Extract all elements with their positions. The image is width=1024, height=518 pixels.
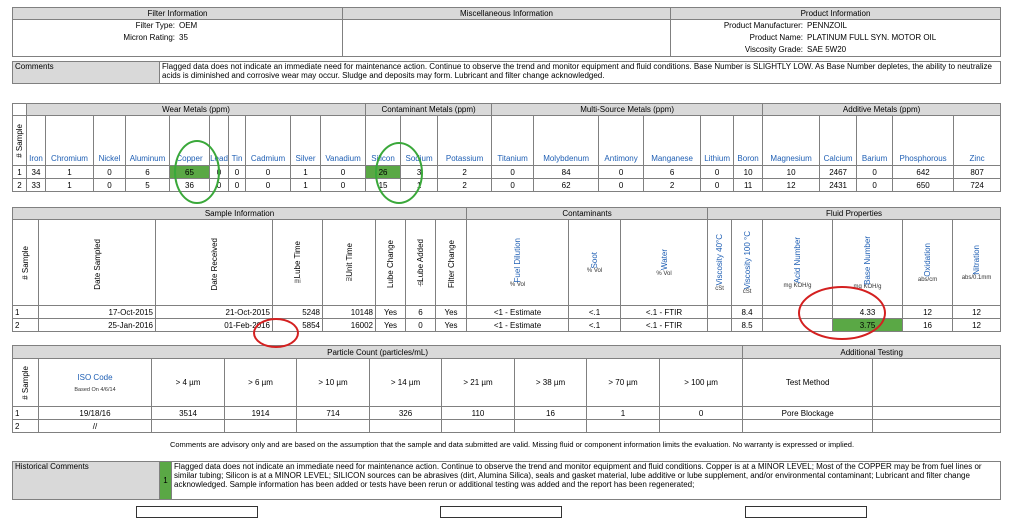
metal-col-boron: Boron xyxy=(734,116,763,166)
metals-corner xyxy=(13,104,27,116)
fuel-dilution-header: Fuel Dilution % Vol xyxy=(467,220,569,306)
metal-cell-silver: 1 xyxy=(291,166,321,179)
particle-size-header: > 21 µm xyxy=(442,359,515,407)
sample-cell-soot: <.1 xyxy=(569,319,621,332)
contaminants-header: Contaminants xyxy=(467,208,708,220)
particle-size-header: > 70 µm xyxy=(587,359,660,407)
metal-cell-calcium: 2431 xyxy=(820,179,857,192)
metal-col-zinc: Zinc xyxy=(954,116,1001,166)
metal-cell-phosphorous: 650 xyxy=(893,179,954,192)
metal-cell-iron: 34 xyxy=(27,166,46,179)
metal-col-silicon: Silicon xyxy=(366,116,401,166)
particle-size-header: > 38 µm xyxy=(515,359,587,407)
top-info-table xyxy=(12,7,1001,57)
metals-table xyxy=(12,103,1001,192)
sample-cell-filter-change: Yes xyxy=(436,306,467,319)
metal-cell-cadmium: 0 xyxy=(246,179,291,192)
sample-cell-lube-time: 5854 xyxy=(273,319,323,332)
metal-cell-silicon: 15 xyxy=(366,179,401,192)
particle-cell: 1 xyxy=(13,407,39,420)
metal-col-nickel: Nickel xyxy=(94,116,126,166)
fluid-properties-header: Fluid Properties xyxy=(708,208,1001,220)
metal-cell-lithium: 0 xyxy=(701,179,734,192)
particle-cell xyxy=(225,420,297,433)
metal-cell-boron: 11 xyxy=(734,179,763,192)
metal-cell-tin: 0 xyxy=(229,179,246,192)
nitration-header: Nitration abs/0.1mm xyxy=(953,220,1001,306)
metal-cell-chromium: 1 xyxy=(46,166,94,179)
metals-sample-header: # Sample xyxy=(13,116,27,166)
particle-table xyxy=(12,345,1001,433)
oxidation-header: Oxidation abs/cm xyxy=(903,220,953,306)
particle-sample-header: # Sample xyxy=(13,359,39,407)
particle-size-header: > 6 µm xyxy=(225,359,297,407)
sample-cell-received: 01-Feb-2016 xyxy=(156,319,273,332)
particle-cell-blank xyxy=(873,420,1001,433)
metal-col-silver: Silver xyxy=(291,116,321,166)
particle-cell: 326 xyxy=(370,407,442,420)
metal-cell-magnesium: 12 xyxy=(763,179,820,192)
metal-col-lead: Lead xyxy=(210,116,229,166)
metal-cell-sodium: 3 xyxy=(401,166,438,179)
sample-cell-fuel: <1 - Estimate xyxy=(467,306,569,319)
footer-box-mid xyxy=(440,506,562,518)
metal-cell-titanium: 0 xyxy=(492,179,534,192)
lube-added-header: Lube Added qt xyxy=(406,220,436,306)
sample-cell-oxidation: 16 xyxy=(903,319,953,332)
metal-cell-sample: 1 xyxy=(13,166,27,179)
metal-cell-magnesium: 10 xyxy=(763,166,820,179)
iso-code-header: ISO Code Based On 4/6/14 xyxy=(39,359,152,407)
sample-cell-water: <.1 - FTIR xyxy=(621,319,708,332)
historical-table xyxy=(12,461,1001,500)
metal-cell-manganese: 6 xyxy=(644,166,701,179)
metal-cell-molybdenum: 62 xyxy=(534,179,599,192)
particle-count-header: Particle Count (particles/mL) xyxy=(13,346,743,359)
metal-col-molybdenum: Molybdenum xyxy=(534,116,599,166)
sample-cell-lube-change: Yes xyxy=(376,306,406,319)
sample-cell-unit-time: 16002 xyxy=(323,319,376,332)
metal-cell-calcium: 2467 xyxy=(820,166,857,179)
sample-cell-base: 3.75 xyxy=(833,319,903,332)
filter-info-header: Filter Information xyxy=(13,8,343,20)
viscosity-grade-label: Viscosity Grade: xyxy=(744,45,803,54)
metal-cell-potassium: 2 xyxy=(438,179,492,192)
misc-info-cell xyxy=(343,20,671,57)
metal-cell-boron: 10 xyxy=(734,166,763,179)
comments-label: Comments xyxy=(13,62,160,84)
sample-cell-visc40 xyxy=(708,306,732,319)
metal-cell-sample: 2 xyxy=(13,179,27,192)
water-header: Water % Vol xyxy=(621,220,708,306)
micron-rating-label: Micron Rating: xyxy=(123,33,175,42)
manufacturer-label: Product Manufacturer: xyxy=(723,21,803,30)
sample-cell-soot: <.1 xyxy=(569,306,621,319)
viscosity-grade-value: SAE 5W20 xyxy=(807,45,847,54)
particle-cell xyxy=(152,420,225,433)
metal-cell-vanadium: 0 xyxy=(321,179,366,192)
sample-info-header: Sample Information xyxy=(13,208,467,220)
misc-info-header: Miscellaneous Information xyxy=(343,8,671,20)
sample-cell-received: 21-Oct-2015 xyxy=(156,306,273,319)
metal-cell-antimony: 0 xyxy=(599,179,644,192)
acid-number-header: Acid Number mg KOH/g xyxy=(763,220,833,306)
particle-cell: 714 xyxy=(297,407,370,420)
lube-time-header: Lube Time mi xyxy=(273,220,323,306)
metal-cell-molybdenum: 84 xyxy=(534,166,599,179)
metals-row xyxy=(13,179,1001,192)
comments-text: Flagged data does not indicate an immediate need for maintenance action. Continue to observe the trend and monitor equipment and fluid conditions. Base Number is SLIGHTLY LOW. As Base Number depletes, the ability to neutralize acids is diminished and corrosive wear may occur. Sludge and deposits may form. Lubricant and filter change acknowledged. xyxy=(160,62,1001,84)
product-name-label: Product Name: xyxy=(749,33,803,42)
sample-cell-water: <.1 - FTIR xyxy=(621,306,708,319)
sample-cell-oxidation: 12 xyxy=(903,306,953,319)
date-received-header: Date Received xyxy=(156,220,273,306)
test-method-header: Test Method xyxy=(743,359,873,407)
particle-cell: 16 xyxy=(515,407,587,420)
particle-cell: 19/18/16 xyxy=(39,407,152,420)
particle-cell: 110 xyxy=(442,407,515,420)
metal-cell-copper: 36 xyxy=(170,179,210,192)
sample-cell-filter-change: Yes xyxy=(436,319,467,332)
metal-cell-sodium: 1 xyxy=(401,179,438,192)
metal-cell-nickel: 0 xyxy=(94,179,126,192)
filter-change-header: Filter Change xyxy=(436,220,467,306)
metal-cell-titanium: 0 xyxy=(492,166,534,179)
sample-cell-n: 1 xyxy=(13,306,39,319)
particle-cell xyxy=(370,420,442,433)
disclaimer-text: Comments are advisory only and are based on the assumption that the sample and data submitted are valid. Missing fluid or component information limits the evaluation. No warranty is expressed or implied. xyxy=(169,440,855,449)
particle-size-header: > 14 µm xyxy=(370,359,442,407)
particle-cell-blank xyxy=(873,407,1001,420)
particle-cell xyxy=(743,420,873,433)
micron-rating-value: 35 xyxy=(179,33,188,42)
metals-row xyxy=(13,166,1001,179)
lube-change-header: Lube Change xyxy=(376,220,406,306)
sample-cell-base: 4.33 xyxy=(833,306,903,319)
particle-cell xyxy=(297,420,370,433)
metal-col-titanium: Titanium xyxy=(492,116,534,166)
metal-col-magnesium: Magnesium xyxy=(763,116,820,166)
particle-cell: Pore Blockage xyxy=(743,407,873,420)
metal-cell-aluminum: 6 xyxy=(126,166,170,179)
metal-cell-cadmium: 0 xyxy=(246,166,291,179)
historical-index: 1 xyxy=(160,462,172,500)
metal-col-chromium: Chromium xyxy=(46,116,94,166)
particle-cell: 0 xyxy=(660,407,743,420)
metal-col-cadmium: Cadmium xyxy=(246,116,291,166)
metal-cell-antimony: 0 xyxy=(599,166,644,179)
comments-table xyxy=(12,61,1001,84)
sample-cell-lube-change: Yes xyxy=(376,319,406,332)
particle-size-header: > 4 µm xyxy=(152,359,225,407)
sample-cell-visc40 xyxy=(708,319,732,332)
particle-cell: 2 xyxy=(13,420,39,433)
wear-metals-header: Wear Metals (ppm) xyxy=(27,104,366,116)
particle-size-header: > 100 µm xyxy=(660,359,743,407)
metal-col-phosphorous: Phosphorous xyxy=(893,116,954,166)
manufacturer-value: PENNZOIL xyxy=(807,21,848,30)
historical-comments-text: Flagged data does not indicate an immediate need for maintenance action. Continue to observe the trend and monitor equipment and fluid conditions. Copper is at a MINOR LEVEL; Most of the COPPER may be from fuel lines or similar tubing; Silicon is at a MINOR LEVEL; SILICON sources can be abrasives (dirt, Alumina Silica), seals and gasket material, lube additive or lube supplement, and/or environmental contaminant; Lubricant and filter change acknowledged. Sample information has been added or tests have been rerun or additional testing was added and the report has been regenerated; xyxy=(172,462,1001,500)
sample-row xyxy=(13,319,1001,332)
metal-col-copper: Copper xyxy=(170,116,210,166)
sample-cell-lube-added: 0 xyxy=(406,319,436,332)
particle-size-header: > 10 µm xyxy=(297,359,370,407)
sample-cell-fuel: <1 - Estimate xyxy=(467,319,569,332)
viscosity-40-header: Viscosity 40°C cSt xyxy=(708,220,732,306)
metal-cell-manganese: 2 xyxy=(644,179,701,192)
metal-col-manganese: Manganese xyxy=(644,116,701,166)
metal-cell-nickel: 0 xyxy=(94,166,126,179)
sample-cell-nitration: 12 xyxy=(953,306,1001,319)
viscosity-100-header: Viscosity 100 °C cSt xyxy=(732,220,763,306)
particle-row xyxy=(13,420,1001,433)
sample-cell-visc100: 8.4 xyxy=(732,306,763,319)
sample-cell-lube-added: 6 xyxy=(406,306,436,319)
multi-source-metals-header: Multi-Source Metals (ppm) xyxy=(492,104,763,116)
metal-cell-barium: 0 xyxy=(857,179,893,192)
sample-cell-sampled: 25-Jan-2016 xyxy=(39,319,156,332)
footer-box-left xyxy=(136,506,258,518)
metal-cell-zinc: 724 xyxy=(954,179,1001,192)
metal-col-tin: Tin xyxy=(229,116,246,166)
particle-cell: 1914 xyxy=(225,407,297,420)
contaminant-metals-header: Contaminant Metals (ppm) xyxy=(366,104,492,116)
metal-cell-vanadium: 0 xyxy=(321,166,366,179)
metal-col-barium: Barium xyxy=(857,116,893,166)
soot-header: Soot % Vol xyxy=(569,220,621,306)
footer-box-right xyxy=(745,506,867,518)
particle-cell: // xyxy=(39,420,152,433)
sample-cell-unit-time: 10148 xyxy=(323,306,376,319)
metal-col-potassium: Potassium xyxy=(438,116,492,166)
particle-cell xyxy=(442,420,515,433)
sample-cell-lube-time: 5248 xyxy=(273,306,323,319)
sample-cell-acid xyxy=(763,306,833,319)
base-number-header: Base Number mg KOH/g xyxy=(833,220,903,306)
sample-cell-sampled: 17-Oct-2015 xyxy=(39,306,156,319)
particle-cell: 1 xyxy=(587,407,660,420)
product-info-header: Product Information xyxy=(671,8,1001,20)
historical-comments-label: Historical Comments xyxy=(13,462,160,500)
sample-row xyxy=(13,306,1001,319)
sample-cell-n: 2 xyxy=(13,319,39,332)
unit-time-header: Unit Time mi xyxy=(323,220,376,306)
metal-cell-lead: 0 xyxy=(210,166,229,179)
metal-cell-copper: 65 xyxy=(170,166,210,179)
filter-type-label: Filter Type: xyxy=(135,21,175,30)
metal-cell-potassium: 2 xyxy=(438,166,492,179)
metal-cell-tin: 0 xyxy=(229,166,246,179)
date-sampled-header: Date Sampled xyxy=(39,220,156,306)
particle-cell xyxy=(515,420,587,433)
filter-type-value: OEM xyxy=(179,21,198,30)
sample-info-table xyxy=(12,207,1001,332)
product-info-cell xyxy=(671,20,1001,57)
metal-cell-chromium: 1 xyxy=(46,179,94,192)
metal-cell-barium: 0 xyxy=(857,166,893,179)
particle-cell xyxy=(587,420,660,433)
metal-cell-silver: 1 xyxy=(291,179,321,192)
filter-info-cell xyxy=(13,20,343,57)
additional-testing-blank xyxy=(873,359,1001,407)
metal-cell-lead: 0 xyxy=(210,179,229,192)
particle-row xyxy=(13,407,1001,420)
additive-metals-header: Additive Metals (ppm) xyxy=(763,104,1001,116)
additional-testing-header: Additional Testing xyxy=(743,346,1001,359)
metal-cell-phosphorous: 642 xyxy=(893,166,954,179)
metal-col-sodium: Sodium xyxy=(401,116,438,166)
sample-cell-acid xyxy=(763,319,833,332)
metal-cell-lithium: 0 xyxy=(701,166,734,179)
metal-cell-silicon: 26 xyxy=(366,166,401,179)
particle-cell xyxy=(660,420,743,433)
sample-cell-nitration: 12 xyxy=(953,319,1001,332)
sample-cell-visc100: 8.5 xyxy=(732,319,763,332)
metal-col-lithium: Lithium xyxy=(701,116,734,166)
product-name-value: PLATINUM FULL SYN. MOTOR OIL xyxy=(807,33,937,42)
metal-col-vanadium: Vanadium xyxy=(321,116,366,166)
metal-col-iron: Iron xyxy=(27,116,46,166)
metal-col-aluminum: Aluminum xyxy=(126,116,170,166)
metal-cell-iron: 33 xyxy=(27,179,46,192)
metal-col-calcium: Calcium xyxy=(820,116,857,166)
particle-cell: 3514 xyxy=(152,407,225,420)
metal-cell-aluminum: 5 xyxy=(126,179,170,192)
sample-num-header: # Sample xyxy=(13,220,39,306)
metal-col-antimony: Antimony xyxy=(599,116,644,166)
metal-cell-zinc: 807 xyxy=(954,166,1001,179)
